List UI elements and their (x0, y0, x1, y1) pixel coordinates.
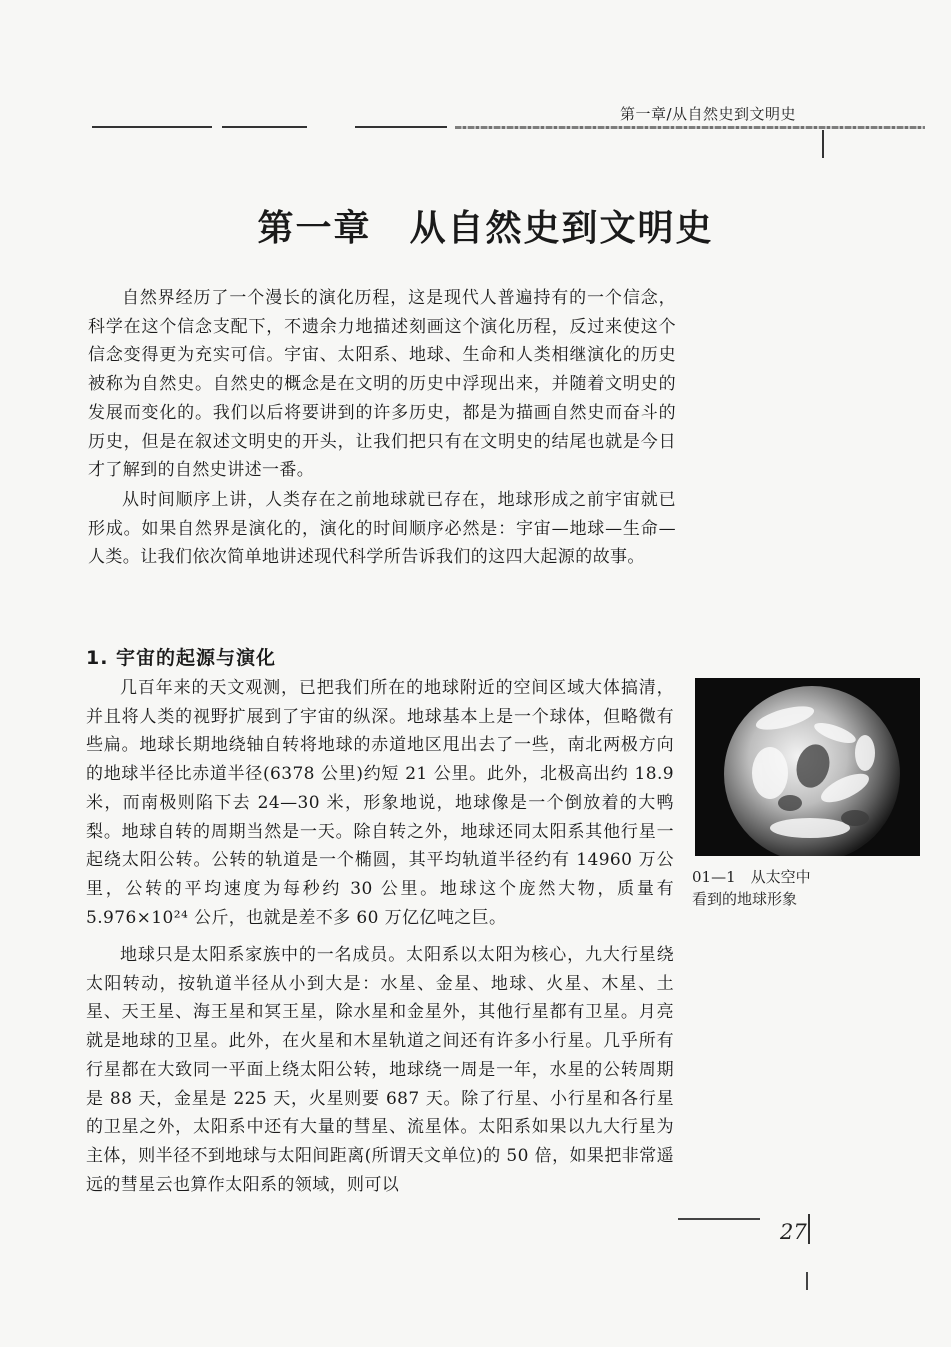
folio-tick (806, 1272, 808, 1290)
earth-photo (695, 678, 920, 856)
header-rule (355, 126, 447, 128)
intro-paragraph-1: 自然界经历了一个漫长的演化历程，这是现代人普遍持有的一个信念，科学在这个信念支配下，不遗余力地描述刻画这个演化历程，反过来使这个信念变得更为充实可信。宇宙、太阳系、地球、生命和人类相继演化的历史被称为自然史。自然史的概念是在文明的历史中浮现出来，并随着文明史的发展而变化的。我们以后将要讲到的许多历史，都是为描画自然史而奋斗的历史，但是在叙述文明史的开头，让我们把只有在文明史的结尾也就是今日才了解到的自然史讲述一番。 (88, 288, 676, 481)
folio-tick (808, 1214, 810, 1244)
header-rule (92, 126, 212, 128)
header-rule-dotted (455, 126, 925, 129)
section-paragraph-2: 地球只是太阳系家族中的一名成员。太阳系以太阳为核心，九大行星绕太阳转动，按轨道半径从小到大是：水星、金星、地球、火星、木星、土星、天王星、海王星和冥王星，除水星和金星外，其他行星都有卫星。月亮就是地球的卫星。此外，在火星和木星轨道之间还有许多小行星。几乎所有行星都在大致同一平面上绕太阳公转，地球绕一周是一年，水星的公转周期是 88 天，金星是 225 天，火星则要 687 天。除了行星、小行星和各行星的卫星之外，太阳系中还有大量的彗星、流星体。太阳系如果以九大行星为主体，则半径不到地球与太阳间距离(所谓天文单位)的 50 倍，如果把非常遥远的彗星云也算作太阳系的领域，则可以 (86, 945, 674, 1195)
header-tick (822, 130, 824, 158)
section-heading: 1. 宇宙的起源与演化 (86, 647, 277, 669)
header-rule (222, 126, 307, 128)
folio-rule (678, 1218, 760, 1220)
earth-globe-image (695, 678, 920, 856)
section-paragraph-1: 几百年来的天文观测，已把我们所在的地球附近的空间区域大体搞清，并且将人类的视野扩展到了宇宙的纵深。地球基本上是一个球体，但略微有些扁。地球长期地绕轴自转将地球的赤道地区甩出去了一些，南北两极方向的地球半径比赤道半径(6378 公里)约短 21 公里。此外，北极高出约 18.9 米，而南极则陷下去 24—30 米，形象地说，地球像是一个倒放着的大鸭梨。地球自转的周期当然是一天。除自转之外，地球还同太阳系其他行星一起绕太阳公转。公转的轨道是一个椭圆，其平均轨道半径约有 14960 万公里，公转的平均速度为每秒约 30 公里。地球这个庞然大物，质量有 5.976×10²⁴ 公斤，也就是差不多 60 万亿亿吨之巨。 (86, 678, 674, 928)
running-head: 第一章/从自然史到文明史 (620, 105, 797, 123)
page-number: 27 (780, 1220, 807, 1244)
figure-caption: 01—1 从太空中看到的地球形象 (692, 868, 811, 908)
intro-paragraph-2: 从时间顺序上讲，人类存在之前地球就已存在，地球形成之前宇宙就已形成。如果自然界是演化的，演化的时间顺序必然是：宇宙—地球—生命—人类。让我们依次简单地讲述现代科学所告诉我们的这四大起源的故事。 (88, 490, 676, 568)
chapter-title: 第一章 从自然史到文明史 (257, 207, 714, 249)
